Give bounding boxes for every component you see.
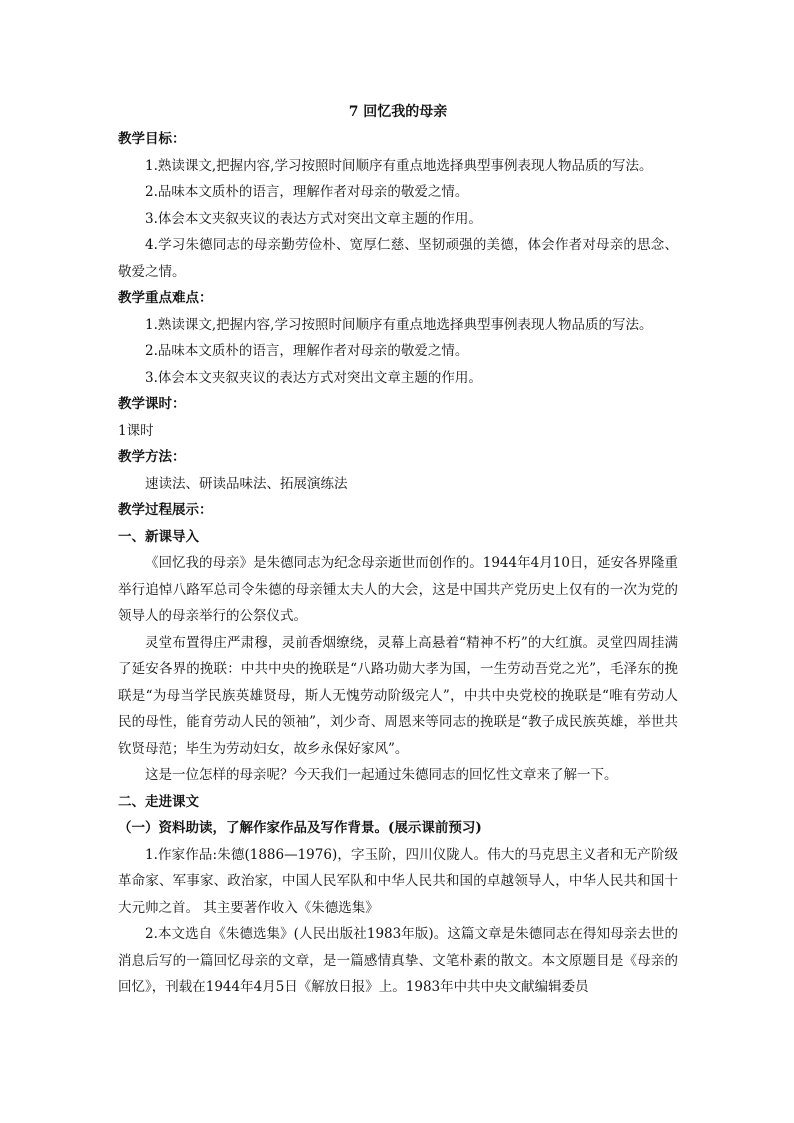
page-title: 7 回忆我的母亲 (348, 104, 448, 120)
goal-item: 3.体会本文夹叙夹议的表达方式对突出文章主题的作用。 (145, 210, 482, 227)
section1-paragraph: 灵堂布置得庄严肃穆，灵前香烟缭绕，灵幕上高悬着“精神不朽”的大红旗。灵堂四周挂满了延安各界的挽联：中共中央的挽联是“八路功勋大孝为国，一生劳动吾党之光”，毛泽东的挽联是“为母当学民族英雄贤母，斯人无愧劳动阶级完人”，中共中央党校的挽联是“唯有劳动人民的母性，能育劳动人民的领袖”，刘少奇、周恩来等同志的挽联是“教子成民族英雄，举世共钦贤母范；毕生为劳动妇女，故乡永保好家风”。 (118, 634, 678, 757)
methods-text: 速读法、研读品味法、拓展演练法 (145, 475, 348, 492)
methods-heading: 教学方法： (118, 449, 186, 465)
key-point-item: 1.熟读课文,把握内容,学习按照时间顺序有重点地选择典型事例表现人物品质的写法。 (145, 316, 653, 333)
section2-heading: 二、走进课文 (118, 793, 199, 810)
section1-paragraph: 这是一位怎样的母亲呢？今天我们一起通过朱德同志的回忆性文章来了解一下。 (145, 767, 618, 783)
key-point-item: 2.品味本文质朴的语言，理解作者对母亲的敬爱之情。 (145, 343, 469, 359)
hours-text: 1课时 (118, 422, 154, 439)
key-point-item: 3.体会本文夹叙夹议的表达方式对突出文章主题的作用。 (145, 369, 482, 386)
document-page (118, 100, 678, 1001)
goal-item: 2.品味本文质朴的语言，理解作者对母亲的敬爱之情。 (145, 184, 469, 200)
key-points-heading: 教学重点难点： (118, 290, 213, 306)
hours-heading: 教学课时： (118, 396, 186, 412)
process-heading: 教学过程展示： (118, 502, 213, 518)
goal-item: 4.学习朱德同志的母亲勤劳俭朴、宽厚仁慈、坚韧顽强的美德，体会作者对母亲的思念、敬爱之情。 (118, 237, 678, 280)
section1-paragraph: 《回忆我的母亲》是朱德同志为纪念母亲逝世而创作的。1944年4月10日，延安各界隆重举行追悼八路军总司令朱德的母亲锺太夫人的大会，这是中国共产党历史上仅有的一次为党的领导人的母亲举行的公祭仪式。 (118, 555, 678, 624)
section2-paragraph: 2.本文选自《朱德选集》(人民出版社1983年版)。这篇文章是朱德同志在得知母亲去世的消息后写的一篇回忆母亲的文章，是一篇感情真挚、文笔朴素的散文。本文原题目是《母亲的回忆》，刊载在1944年4月5日《解放日报》上。1983年中共中央文献编辑委员 (118, 926, 678, 995)
goal-item: 1.熟读课文,把握内容,学习按照时间顺序有重点地选择典型事例表现人物品质的写法。 (145, 157, 653, 174)
section1-heading: 一、新课导入 (118, 528, 199, 545)
section2-paragraph: 1.作家作品:朱德(1886—1976)，字玉阶，四川仪陇人。伟大的马克思主义者和无产阶级革命家、军事家、政治家，中国人民军队和中华人民共和国的卓越领导人，中华人民共和国十大元帅之首。 其主要著作收入《朱德选集》 (118, 846, 678, 916)
section2-sub-heading: （一）资料助读，了解作家作品及写作背景。(展示课前预习) (118, 820, 482, 836)
goals-heading: 教学目标： (118, 131, 186, 147)
